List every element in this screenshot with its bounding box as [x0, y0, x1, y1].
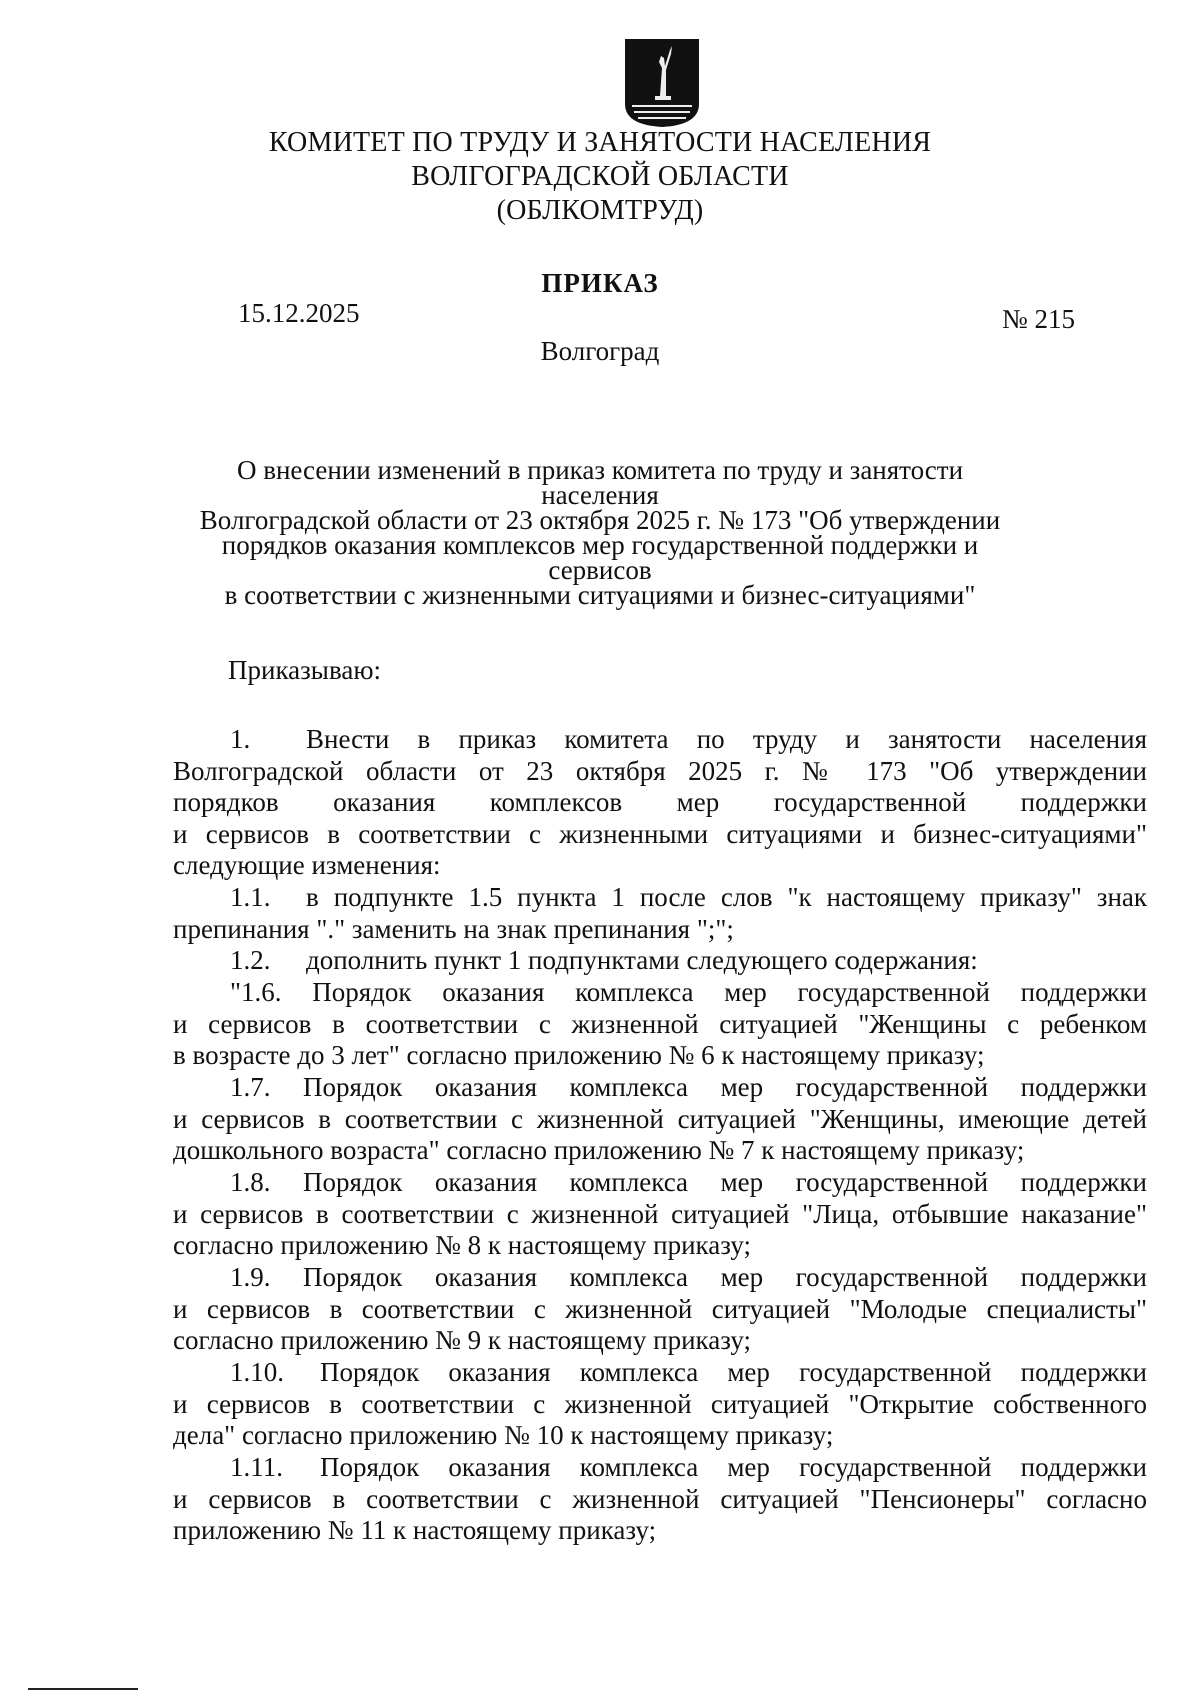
paragraph-line: согласно приложению № 9 к настоящему приказу;: [173, 1325, 751, 1355]
order-title: ПРИКАЗ: [541, 268, 659, 298]
paragraph-line: и сервисов в соответствии с жизненными ситуациями и бизнес-ситуациями": [173, 818, 1147, 849]
org-name-line3: (ОБЛКОМТРУД): [496, 195, 704, 226]
paragraph-line: в возрасте до 3 лет" согласно приложению № 6 к настоящему приказу;: [173, 1040, 985, 1070]
paragraph-1-11: [173, 1452, 1147, 1547]
paragraph-line: и сервисов в соответствии с жизненной ситуацией "Открытие собственного: [173, 1388, 1147, 1419]
paragraph-line: дошкольного возраста" согласно приложению № 7 к настоящему приказу;: [173, 1135, 1025, 1165]
paragraph-line: [173, 724, 1147, 756]
subject-line: О внесении изменений в приказ комитета по труду и занятости населения: [236, 455, 964, 510]
paragraph-line: [173, 1357, 1147, 1389]
paragraph-number: 1.11.: [230, 1452, 283, 1482]
paragraph-1-8: [173, 1167, 1147, 1262]
paragraph-text: дополнить пункт 1 подпунктами следующего содержания:: [306, 945, 978, 975]
paragraph-text: Порядок оказания комплекса мер государственной поддержки: [320, 1452, 1147, 1482]
paragraph-text: в подпункте 1.5 пункта 1 после слов "к настоящему приказу" знак: [306, 882, 1147, 912]
paragraph-number: 1.1.: [230, 882, 271, 912]
paragraph-1-2: [173, 945, 1147, 977]
subject-line: Волгоградской области от 23 октября 2025 г. № 173 "Об утверждении: [199, 505, 1001, 535]
org-name-line2: ВОЛГОГРАДСКОЙ ОБЛАСТИ: [411, 161, 789, 192]
ordering-word: Приказываю:: [228, 655, 381, 685]
footer-divider: [28, 1688, 138, 1690]
order-subject: [195, 455, 1005, 610]
paragraph-number: 1.: [230, 724, 251, 754]
order-date: 15.12.2025: [238, 298, 360, 328]
subject-line: порядков оказания комплексов мер государственной поддержки и сервисов: [221, 530, 979, 585]
paragraph-line: и сервисов в соответствии с жизненной ситуацией "Молодые специалисты": [173, 1293, 1147, 1324]
paragraph-line: препинания "." заменить на знак препинания ";";: [173, 913, 734, 944]
paragraph-line: согласно приложению № 8 к настоящему приказу;: [173, 1230, 751, 1260]
paragraph-text: Внести в приказ комитета по труду и занятости населения: [306, 724, 1147, 754]
paragraph-text: Порядок оказания комплекса мер государственной поддержки: [320, 1357, 1147, 1387]
paragraph-1: [173, 724, 1147, 882]
paragraph-1-7: [173, 1072, 1147, 1167]
paragraph-line: порядков оказания комплексов мер государственной поддержки: [173, 787, 1147, 817]
paragraph-1-10: [173, 1357, 1147, 1452]
paragraph-line: и сервисов в соответствии с жизненной ситуацией "Пенсионеры" согласно: [173, 1483, 1147, 1514]
paragraph-number: 1.10.: [230, 1357, 284, 1387]
paragraph-line: [173, 1452, 1147, 1484]
paragraph-line: 1.9. Порядок оказания комплекса мер государственной поддержки: [230, 1262, 1147, 1292]
paragraph-line: следующие изменения:: [173, 850, 441, 880]
paragraph-line: "1.6. Порядок оказания комплекса мер государственной поддержки: [230, 977, 1147, 1007]
paragraph-line: и сервисов в соответствии с жизненной ситуацией "Женщины, имеющие детей: [173, 1103, 1147, 1134]
paragraph-line: дела" согласно приложению № 10 к настоящему приказу;: [173, 1420, 834, 1450]
paragraph-1-9: [173, 1262, 1147, 1357]
paragraph-number: 1.2.: [230, 945, 271, 975]
paragraph-line: Волгоградской области от 23 октября 2025 г. № 173 "Об утверждении: [173, 755, 1147, 786]
paragraph-line: 1.7. Порядок оказания комплекса мер государственной поддержки: [230, 1072, 1147, 1102]
org-name-line1: КОМИТЕТ ПО ТРУДУ И ЗАНЯТОСТИ НАСЕЛЕНИЯ: [268, 127, 932, 158]
subject-line: в соответствии с жизненными ситуациями и бизнес-ситуациями": [224, 580, 976, 610]
paragraph-line: приложению № 11 к настоящему приказу;: [173, 1515, 657, 1545]
paragraph-line: [173, 882, 1147, 914]
order-number: № 215: [1002, 304, 1076, 334]
paragraph-line: и сервисов в соответствии с жизненной ситуацией "Лица, отбывшие наказание": [173, 1198, 1147, 1229]
volgograd-coat-of-arms-icon: [624, 38, 700, 128]
paragraph-line: 1.8. Порядок оказания комплекса мер государственной поддержки: [230, 1167, 1147, 1197]
paragraph-line: и сервисов в соответствии с жизненной ситуацией "Женщины с ребенком: [173, 1008, 1147, 1039]
order-city: Волгоград: [540, 336, 660, 366]
paragraph-line: [173, 945, 1147, 977]
paragraph-1-1: [173, 882, 1147, 945]
paragraph-1-6: [173, 977, 1147, 1072]
